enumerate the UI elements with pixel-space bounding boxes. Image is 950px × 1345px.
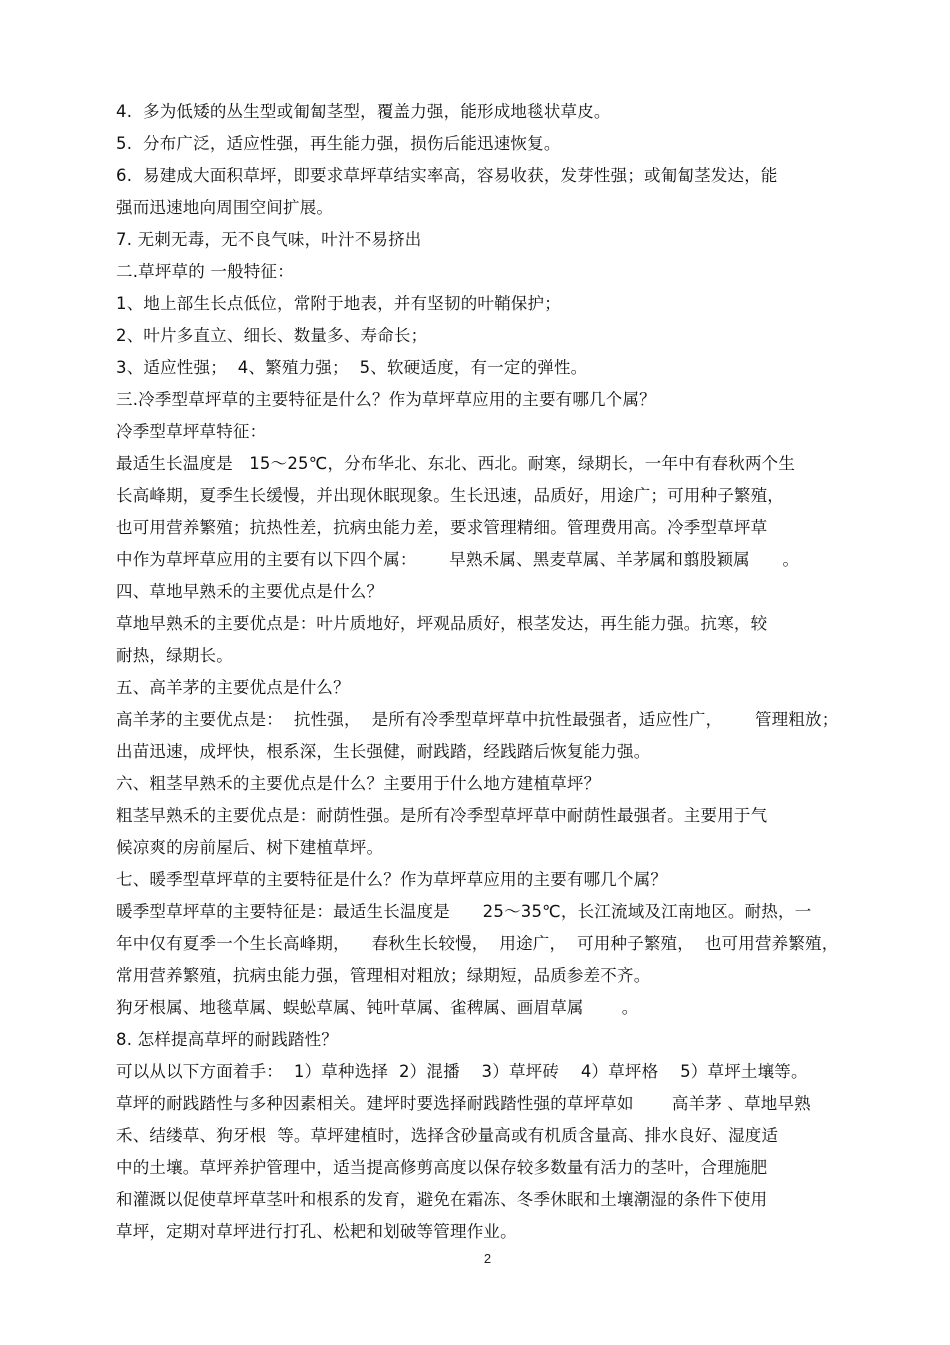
text-line: 粗茎早熟禾的主要优点是：耐荫性强。是所有冷季型草坪草中耐荫性最强者。主要用于气 [116,806,768,825]
section-heading: 8. 怎样提高草坪的耐践踏性？ [116,1030,338,1049]
text-line: 年中仅有夏季一个生长高峰期， 春秋生长较慢， 用途广， 可用种子繁殖， 也可用营养繁殖， [116,934,839,953]
text-line: 冷季型草坪草特征： [116,422,267,441]
text-line: 也可用营养繁殖；抗热性差，抗病虫能力差，要求管理精细。管理费用高。冷季型草坪草 [116,518,768,537]
text-line: 狗牙根属、地毯草属、蜈蚣草属、钝叶草属、雀稗属、画眉草属 。 [116,998,639,1017]
page-number: 2 [483,1251,492,1266]
text-line: 5. 分布广泛，适应性强，再生能力强，损伤后能迅速恢复。 [116,134,561,153]
text-line: 草地早熟禾的主要优点是：叶片质地好，坪观品质好，根茎发达，再生能力强。抗寒，较 [116,614,768,633]
text-line: 最适生长温度是 15～25℃，分布华北、东北、西北。耐寒，绿期长，一年中有春秋两个生 [116,454,796,473]
text-line: 6. 易建成大面积草坪，即要求草坪草结实率高，容易收获，发芽性强；或匍匐茎发达，能 [116,166,778,185]
text-line: 3、适应性强； 4、繁殖力强； 5、软硬适度，有一定的弹性。 [116,358,588,377]
text-line: 中作为草坪草应用的主要有以下四个属： 早熟禾属、黑麦草属、羊茅属和翦股颖属 。 [116,550,800,569]
text-line: 和灌溉以促使草坪草茎叶和根系的发育，避免在霜冻、冬季休眠和土壤潮湿的条件下使用 [116,1190,768,1209]
text-line: 草坪的耐践踏性与多种因素相关。建坪时要选择耐践踏性强的草坪草如 高羊茅 、草地早熟 [116,1094,811,1113]
section-heading: 七、暖季型草坪草的主要特征是什么？作为草坪草应用的主要有哪几个属？ [116,870,668,889]
section-heading: 三.冷季型草坪草的主要特征是什么？作为草坪草应用的主要有哪几个属？ [116,390,656,409]
text-line: 1、地上部生长点低位，常附于地表，并有坚韧的叶鞘保护； [116,294,561,313]
text-line: 候凉爽的房前屋后、树下建植草坪。 [116,838,384,857]
text-line: 长高峰期，夏季生长缓慢，并出现休眠现象。生长迅速，品质好，用途广；可用种子繁殖， [116,486,784,505]
section-heading: 二.草坪草的 一般特征： [116,262,294,281]
text-line: 草坪，定期对草坪进行打孔、松耙和划破等管理作业。 [116,1222,517,1241]
text-line: 强而迅速地向周围空间扩展。 [116,198,334,217]
text-line: 7. 无刺无毒，无不良气味，叶汁不易挤出 [116,230,422,249]
section-heading: 六、粗茎早熟禾的主要优点是什么？主要用于什么地方建植草坪？ [116,774,601,793]
text-line: 耐热，绿期长。 [116,646,233,665]
text-line: 暖季型草坪草的主要特征是：最适生长温度是 25～35℃，长江流域及江南地区。耐热，一 [116,902,812,921]
text-line: 出苗迅速，成坪快，根系深，生长强健，耐践踏，经践踏后恢复能力强。 [116,742,651,761]
text-line: 可以从以下方面着手： 1）草种选择 2）混播 3）草坪砖 4）草坪格 5）草坪土壤等。 [116,1062,808,1081]
text-line: 禾、结缕草、狗牙根 等。草坪建植时，选择含砂量高或有机质含量高、排水良好、湿度适 [116,1126,779,1145]
text-line: 中的土壤。草坪养护管理中，适当提高修剪高度以保存较多数量有活力的茎叶，合理施肥 [116,1158,768,1177]
text-line: 4. 多为低矮的丛生型或匍匐茎型，覆盖力强，能形成地毯状草皮。 [116,102,611,121]
section-heading: 五、高羊茅的主要优点是什么？ [116,678,350,697]
text-line: 高羊茅的主要优点是： 抗性强， 是所有冷季型草坪草中抗性最强者，适应性广， 管理粗放； [116,710,839,729]
text-line: 2、叶片多直立、细长、数量多、寿命长； [116,326,428,345]
text-line: 常用营养繁殖，抗病虫能力强，管理相对粗放；绿期短，品质参差不齐。 [116,966,651,985]
section-heading: 四、草地早熟禾的主要优点是什么？ [116,582,384,601]
